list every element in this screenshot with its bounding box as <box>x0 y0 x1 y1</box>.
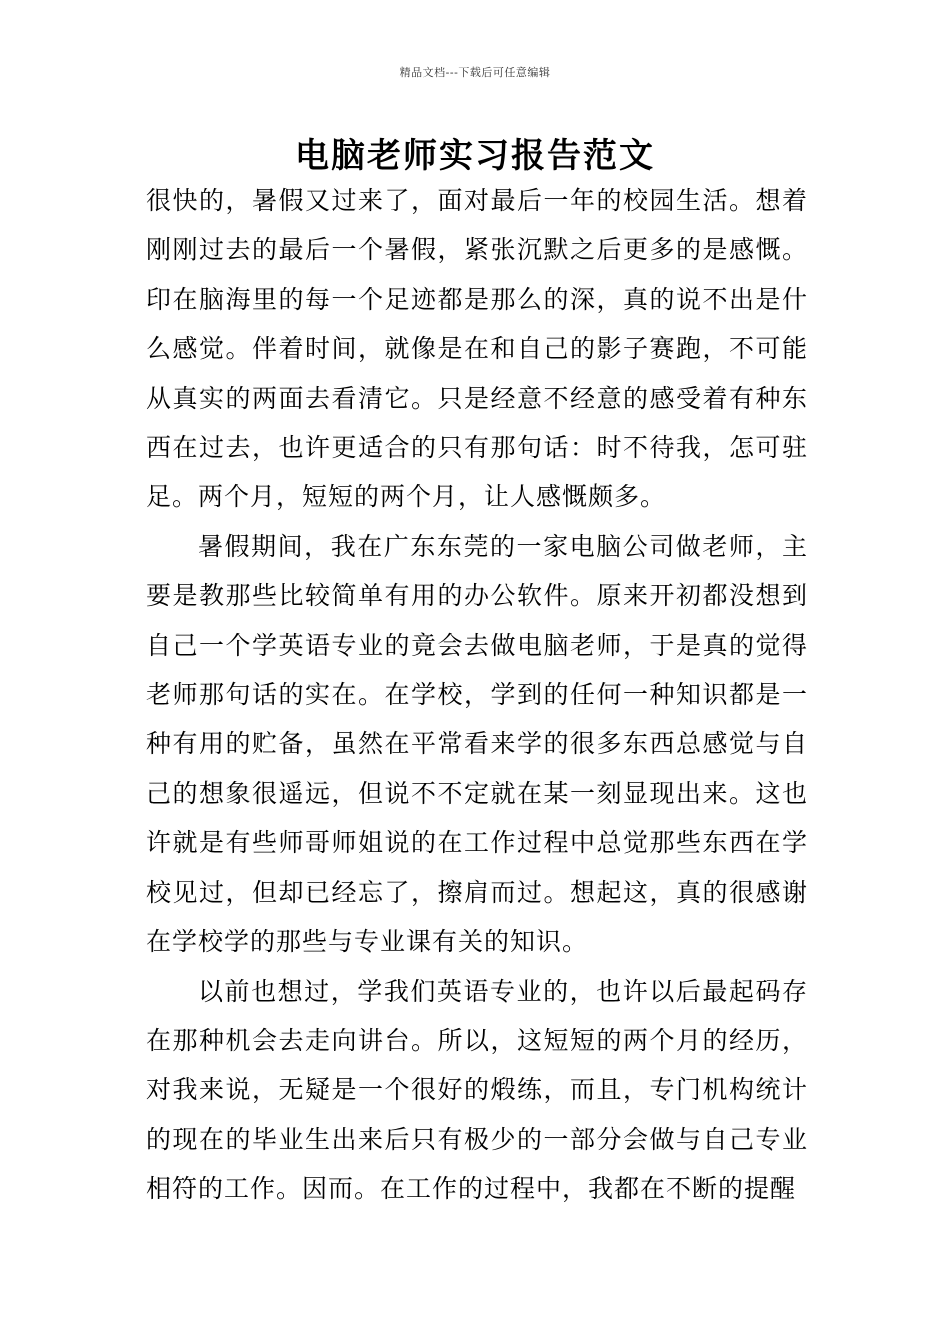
document-title: 电脑老师实习报告范文 <box>295 136 655 176</box>
header-note: 精品文档---下载后可任意编辑 <box>399 66 551 79</box>
paragraph-1: 很快的，暑假又过来了，面对最后一年的校园生活。想着刚刚过去的最后一个暑假，紧张沉默之后更多的是感慨。印在脑海里的每一个足迹都是那么的深，真的说不出是什么感觉。伴着时间，就像是在和自己的影子赛跑，不可能从真实的两面去看清它。只是经意不经意的感受着有种东西在过去，也许更适合的只有那句话：时不待我，怎可驻足。两个月，短短的两个月，让人感慨颇多。 <box>146 186 808 512</box>
paragraph-3: 以前也想过，学我们英语专业的，也许以后最起码存在那种机会去走向讲台。所以，这短短的两个月的经历，对我来说，无疑是一个很好的煅练，而且，专门机构统计的现在的毕业生出来后只有极少的一部分会做与自己专业相符的工作。因而。在工作的过程中，我都在不断的提醒 <box>146 976 808 1204</box>
paragraph-2: 暑假期间，我在广东东莞的一家电脑公司做老师，主要是教那些比较简单有用的办公软件。原来开初都没想到自己一个学英语专业的竟会去做电脑老师，于是真的觉得老师那句话的实在。在学校，学到的任何一种知识都是一种有用的贮备，虽然在平常看来学的很多东西总感觉与自己的想象很遥远，但说不不定就在某一刻显现出来。这也许就是有些师哥师姐说的在工作过程中总觉那些东西在学校见过，但却已经忘了，擦肩而过。想起这，真的很感谢在学校学的那些与专业课有关的知识。 <box>146 531 808 957</box>
document-body <box>146 176 808 1214</box>
